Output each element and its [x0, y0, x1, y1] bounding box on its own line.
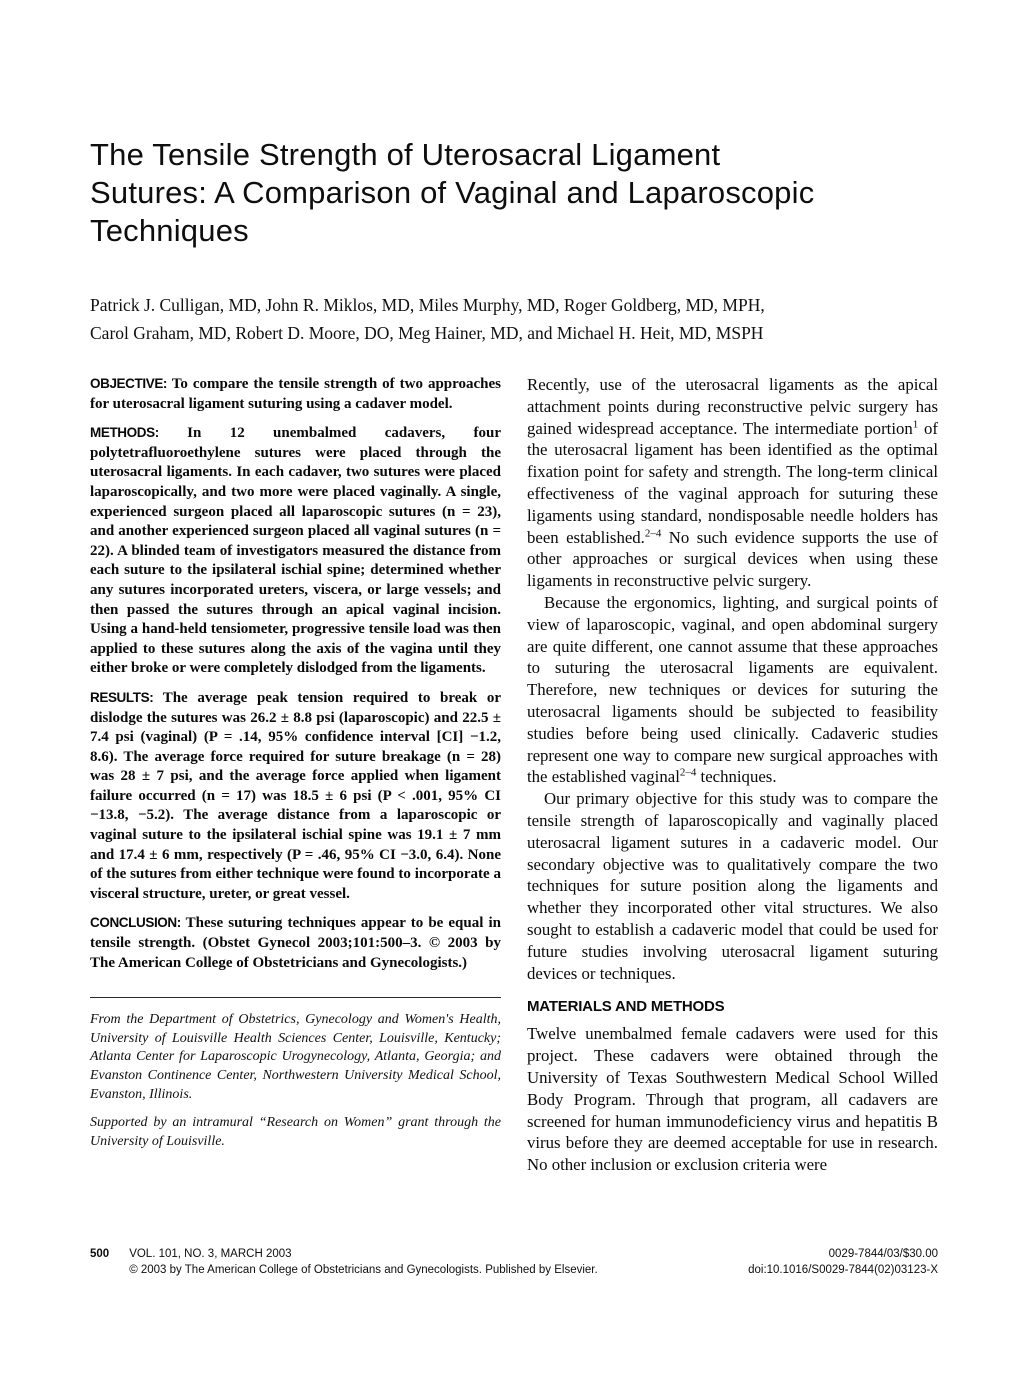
article-title-line-3: Techniques — [90, 213, 249, 248]
abstract-objective — [90, 374, 501, 414]
support-footnote: Supported by an intramural “Research on Women” grant through the University of Louisville. — [90, 1115, 501, 1149]
abstract-methods-text: In 12 unembalmed cadavers, four polytetrafluoroethylene sutures were placed through the uterosacral ligaments. In each cadaver, two sutures were placed laparoscopically, and two more were placed vaginally. A single, experienced surgeon placed all laparoscopic sutures (n = 23), and another experienced surgeon placed all vaginal sutures (n = 22). A blinded team of investigators measured the distance from each suture to the ipsilateral ischial spine; determined whether any sutures incorporated ureters, viscera, or large vessels; and then passed the sutures through an apical vaginal incision. Using a hand-held tensiometer, progressive tensile load was then applied to these sutures along the axis of the vagina until they either broke or were completely dislodged from the ligaments. — [90, 425, 502, 677]
intro-paragraph-2 — [527, 592, 938, 788]
abstract-objective-label: OBJECTIVE: — [90, 376, 168, 391]
left-column — [90, 374, 501, 1161]
page-number: 500 — [90, 1248, 110, 1260]
doi-line: doi:10.1016/S0029-7844(02)03123-X — [748, 1264, 938, 1276]
abstract-methods-label: METHODS: — [90, 425, 159, 441]
article-title — [90, 136, 950, 250]
copyright-line: © 2003 by The American College of Obstetricians and Gynecologists. Published by Elsevier. — [129, 1264, 598, 1276]
intro-paragraph-3: Our primary objective for this study was to compare the tensile strength of laparoscopically and vaginally placed uterosacral ligament sutures in a cadaveric model. Our secondary objective was to qualitatively compare the two techniques for suture position along the ligaments and whether they incorporated other vital structures. We also sought to establish a cadaveric model that could be used for future studies involving uterosacral ligament suturing devices or techniques. — [527, 789, 938, 983]
author-byline — [90, 291, 950, 347]
abstract-methods — [90, 423, 501, 679]
footer-issue-block — [129, 1246, 598, 1278]
abstract-results — [90, 688, 501, 905]
abstract-objective-text: To compare the tensile strength of two approaches for uterosacral ligament suturing using a cadaver model. — [90, 376, 502, 412]
abstract-results-label: RESULTS: — [90, 689, 154, 705]
reference-superscript-2-4: 2–4 — [644, 526, 662, 539]
author-line-2: Carol Graham, MD, Robert D. Moore, DO, Meg Hainer, MD, and Michael H. Heit, MD, MSPH — [90, 323, 764, 343]
intro-p1-text-2: of the uterosacral ligament has been identified as the optimal fixation point for safety and strength. The long-term clinical effectiveness of the vaginal approach for suturing these ligaments using standard, nondisposable needle holders has been established. — [527, 418, 938, 547]
reference-superscript-2-4b: 2–4 — [679, 766, 697, 779]
footer-right — [748, 1246, 938, 1278]
article-title-line-1: The Tensile Strength of Uterosacral Ligament — [90, 137, 721, 172]
price-code: 0029-7844/03/$30.00 — [828, 1248, 938, 1260]
abstract-conclusion-label: CONCLUSION: — [90, 915, 181, 931]
abstract-conclusion — [90, 913, 501, 973]
right-column — [527, 374, 938, 1176]
volume-line: VOL. 101, NO. 3, MARCH 2003 — [129, 1248, 292, 1260]
intro-paragraph-1 — [527, 374, 938, 592]
author-line-1: Patrick J. Culligan, MD, John R. Miklos, MD, Miles Murphy, MD, Roger Goldberg, MD, MPH, — [90, 295, 765, 315]
article-title-line-2: Sutures: A Comparison of Vaginal and Laparoscopic — [90, 175, 815, 210]
reference-superscript-1: 1 — [912, 418, 919, 430]
affiliation-footnote: From the Department of Obstetrics, Gynecology and Women's Health, University of Louisville Health Sciences Center, Louisville, Kentucky; Atlanta Center for Laparoscopic Urogynecology, Atlanta, Georgia; and Evanston Continence Center, Northwestern University Medical School, Evanston, Illinois. — [90, 1012, 501, 1102]
footer-left — [90, 1246, 598, 1278]
abstract-conclusion-text: These suturing techniques appear to be equal in tensile strength. (Obstet Gynecol 2003;101:500–3. © 2003 by The American College of Obstetricians and Gynecologists.) — [90, 915, 501, 971]
page-footer — [90, 1246, 938, 1278]
abstract-results-text: The average peak tension required to break or dislodge the sutures was 26.2 ± 8.8 psi (laparoscopic) and 22.5 ± 7.4 psi (vaginal) (P = .14, 95% confidence interval [CI] −1.2, 8.6). The average force required for suture breakage (n = 28) was 28 ± 7 psi, and the average force applied when ligament failure occurred (n = 17) was 18.5 ± 6 psi (P < .001, 95% CI −13.8, −5.2). The average distance from a laparoscopic or vaginal suture to the ipsilateral ischial spine was 19.1 ± 7 mm and 17.4 ± 6 mm, respectively (P = .46, 95% CI −3.0, 6.4). None of the sutures from either technique were found to incorporate a visceral structure, ureter, or great vessel. — [90, 689, 501, 902]
intro-p2-text-1: Because the ergonomics, lighting, and surgical points of view of laparoscopic, vaginal, and open abdominal surgery are quite different, one cannot assume that these approaches to suturing the uterosacral ligaments are equivalent. Therefore, new techniques or devices for suturing the uterosacral ligaments should be subjected to feasibility studies before being used clinically. Cadaveric studies represent one way to compare new surgical approaches with the established vaginal — [527, 592, 938, 787]
intro-p1-text-3: No such evidence supports the use of other approaches or surgical devices when using these ligaments in reconstructive pelvic surgery. — [527, 527, 938, 591]
materials-methods-heading: MATERIALS AND METHODS — [527, 998, 725, 1016]
intro-p2-text-2: techniques. — [696, 767, 777, 787]
intro-p1-text-1: Recently, use of the uterosacral ligaments as the apical attachment points during reconstructive pelvic surgery has gained widespread acceptance. The intermediate portion — [527, 375, 938, 438]
footnote-block — [90, 997, 501, 1151]
methods-paragraph-1: Twelve unembalmed female cadavers were used for this project. These cadavers were obtained through the University of Texas Southwestern Medical School Willed Body Program. Through that program, all cadavers are screened for human immunodeficiency virus and hepatitis B virus before they are deemed acceptable for use in research. No other inclusion or exclusion criteria were — [527, 1024, 938, 1175]
